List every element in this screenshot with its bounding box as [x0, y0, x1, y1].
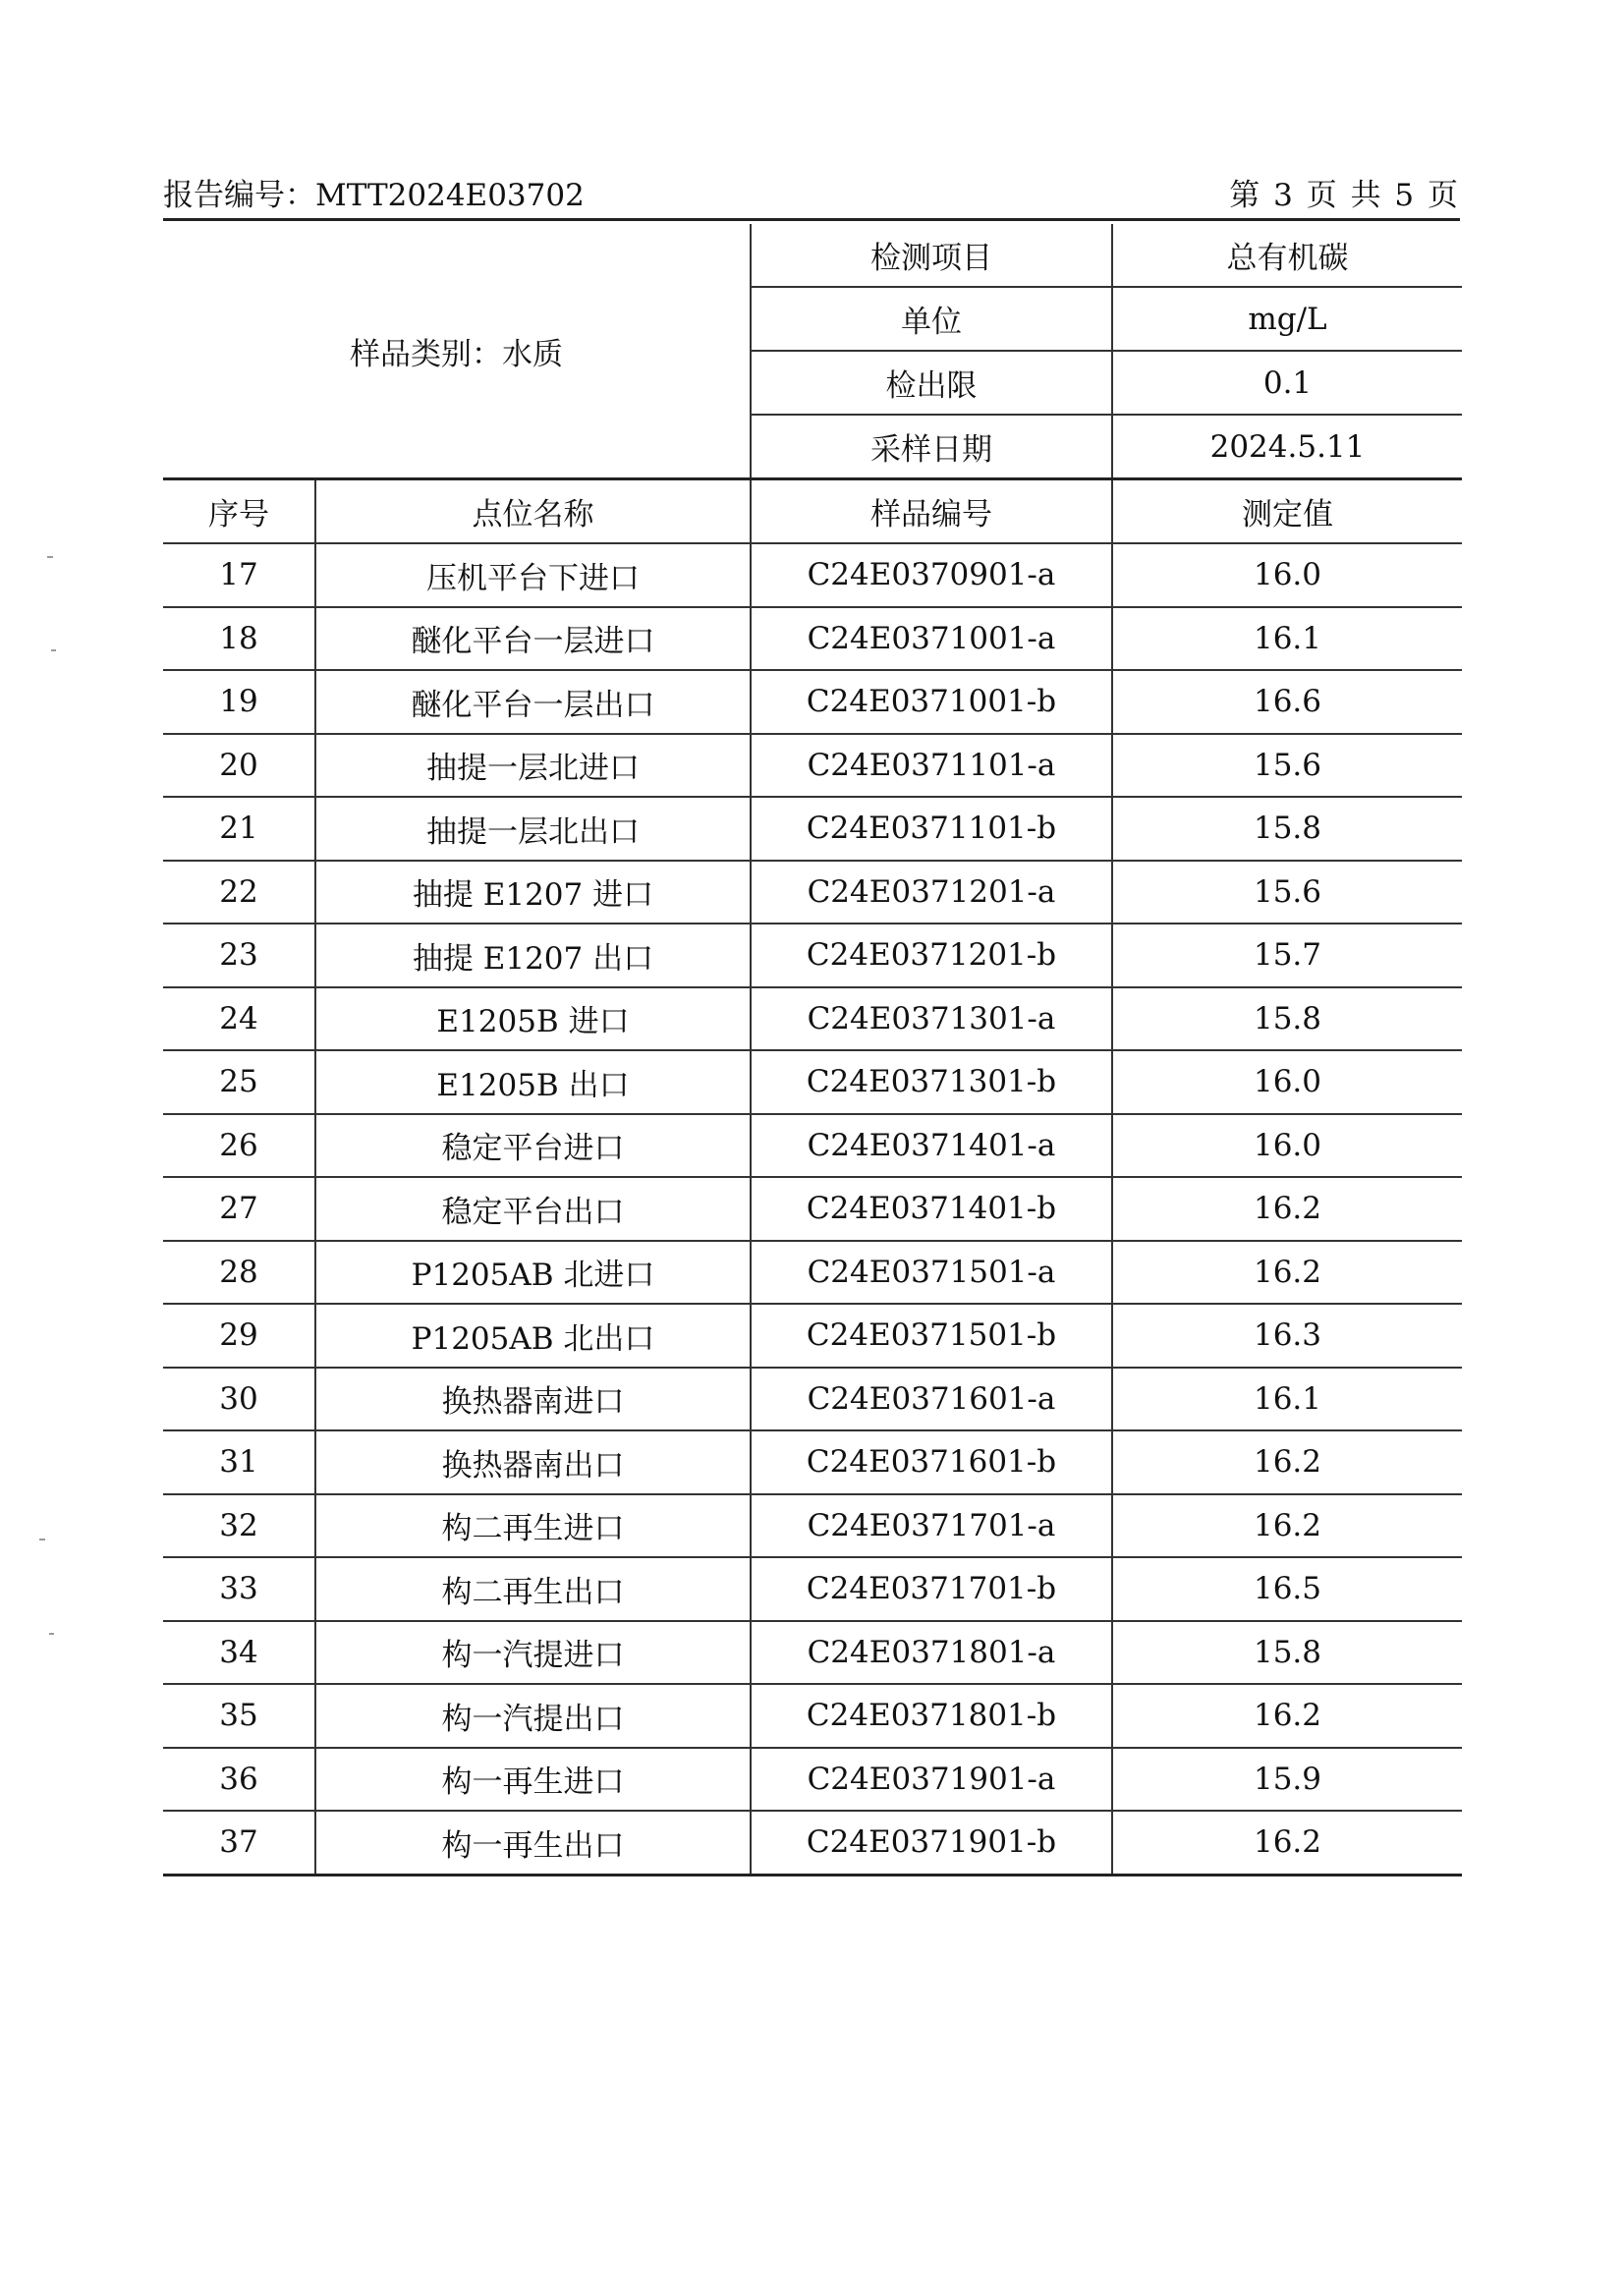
cell-value: 16.2	[1112, 1684, 1462, 1748]
cell-sample-id: C24E0371701-a	[751, 1494, 1112, 1558]
cell-value: 16.1	[1112, 607, 1462, 671]
cell-number: 28	[163, 1241, 315, 1305]
results-table	[163, 224, 1462, 1876]
table-row	[163, 987, 1462, 1051]
cell-value: 16.5	[1112, 1557, 1462, 1621]
cell-number: 18	[163, 607, 315, 671]
cell-value: 15.9	[1112, 1748, 1462, 1812]
column-header: 点位名称	[315, 479, 751, 544]
results-body	[163, 224, 1462, 1875]
page-header	[163, 177, 1460, 221]
cell-site: 构二再生出口	[315, 1557, 751, 1621]
meta-label: 检测项目	[751, 224, 1112, 287]
cell-number: 25	[163, 1050, 315, 1114]
cell-site: P1205AB 北出口	[315, 1304, 751, 1368]
cell-site: 抽提一层北进口	[315, 734, 751, 798]
cell-sample-id: C24E0371301-a	[751, 987, 1112, 1051]
cell-number: 24	[163, 987, 315, 1051]
meta-value: 2024.5.11	[1112, 415, 1462, 479]
cell-site: 换热器南进口	[315, 1368, 751, 1431]
cell-site: 换热器南出口	[315, 1430, 751, 1494]
column-header: 样品编号	[751, 479, 1112, 544]
cell-value: 15.8	[1112, 987, 1462, 1051]
cell-number: 32	[163, 1494, 315, 1558]
table-row	[163, 1557, 1462, 1621]
cell-site: 稳定平台出口	[315, 1177, 751, 1241]
cell-site: 构一汽提进口	[315, 1621, 751, 1685]
cell-site: 构二再生进口	[315, 1494, 751, 1558]
cell-sample-id: C24E0371601-b	[751, 1430, 1112, 1494]
scan-speck	[49, 1633, 54, 1635]
report-number: 报告编号：MTT2024E03702	[163, 178, 585, 213]
cell-sample-id: C24E0371901-a	[751, 1748, 1112, 1812]
cell-number: 20	[163, 734, 315, 798]
cell-site: 构一再生进口	[315, 1748, 751, 1812]
cell-sample-id: C24E0371501-b	[751, 1304, 1112, 1368]
table-row	[163, 1811, 1462, 1875]
table-row	[163, 670, 1462, 734]
scan-speck	[47, 556, 53, 558]
cell-number: 21	[163, 797, 315, 861]
table-row	[163, 1177, 1462, 1241]
cell-number: 31	[163, 1430, 315, 1494]
table-row	[163, 543, 1462, 607]
table-row	[163, 1241, 1462, 1305]
cell-site: 抽提 E1207 进口	[315, 861, 751, 924]
cell-value: 16.0	[1112, 1114, 1462, 1178]
cell-value: 15.8	[1112, 1621, 1462, 1685]
cell-value: 16.2	[1112, 1177, 1462, 1241]
cell-value: 15.7	[1112, 924, 1462, 987]
table-row	[163, 924, 1462, 987]
meta-value: mg/L	[1112, 287, 1462, 351]
cell-site: P1205AB 北进口	[315, 1241, 751, 1305]
cell-sample-id: C24E0371501-a	[751, 1241, 1112, 1305]
cell-value: 16.0	[1112, 543, 1462, 607]
cell-sample-id: C24E0371701-b	[751, 1557, 1112, 1621]
cell-sample-id: C24E0371101-a	[751, 734, 1112, 798]
cell-number: 37	[163, 1811, 315, 1875]
cell-site: 构一再生出口	[315, 1811, 751, 1875]
table-row	[163, 1430, 1462, 1494]
table-row	[163, 1621, 1462, 1685]
table-row	[163, 1368, 1462, 1431]
cell-number: 19	[163, 670, 315, 734]
cell-site: 稳定平台进口	[315, 1114, 751, 1178]
cell-value: 16.2	[1112, 1241, 1462, 1305]
cell-sample-id: C24E0371801-b	[751, 1684, 1112, 1748]
cell-value: 16.1	[1112, 1368, 1462, 1431]
table-row	[163, 1684, 1462, 1748]
cell-value: 16.6	[1112, 670, 1462, 734]
table-row	[163, 1748, 1462, 1812]
table-row	[163, 1050, 1462, 1114]
cell-number: 27	[163, 1177, 315, 1241]
cell-number: 17	[163, 543, 315, 607]
cell-number: 22	[163, 861, 315, 924]
cell-number: 36	[163, 1748, 315, 1812]
cell-sample-id: C24E0371201-a	[751, 861, 1112, 924]
meta-label: 单位	[751, 287, 1112, 351]
cell-sample-id: C24E0371401-b	[751, 1177, 1112, 1241]
cell-number: 23	[163, 924, 315, 987]
table-row	[163, 861, 1462, 924]
table-row	[163, 607, 1462, 671]
table-row	[163, 1114, 1462, 1178]
table-row	[163, 734, 1462, 798]
page-number: 第 3 页 共 5 页	[1229, 178, 1460, 213]
cell-value: 15.6	[1112, 861, 1462, 924]
column-header: 序号	[163, 479, 315, 544]
cell-number: 33	[163, 1557, 315, 1621]
cell-value: 15.6	[1112, 734, 1462, 798]
cell-sample-id: C24E0371201-b	[751, 924, 1112, 987]
cell-value: 16.3	[1112, 1304, 1462, 1368]
cell-sample-id: C24E0371101-b	[751, 797, 1112, 861]
cell-sample-id: C24E0371001-a	[751, 607, 1112, 671]
meta-row	[163, 224, 1462, 287]
cell-number: 35	[163, 1684, 315, 1748]
meta-label: 检出限	[751, 351, 1112, 415]
cell-sample-id: C24E0371601-a	[751, 1368, 1112, 1431]
cell-site: 醚化平台一层出口	[315, 670, 751, 734]
cell-value: 16.0	[1112, 1050, 1462, 1114]
scan-speck	[51, 649, 56, 651]
cell-site: E1205B 进口	[315, 987, 751, 1051]
table-row	[163, 797, 1462, 861]
cell-value: 16.2	[1112, 1494, 1462, 1558]
cell-sample-id: C24E0371401-a	[751, 1114, 1112, 1178]
cell-sample-id: C24E0371001-b	[751, 670, 1112, 734]
cell-number: 34	[163, 1621, 315, 1685]
cell-site: 醚化平台一层进口	[315, 607, 751, 671]
column-header: 测定值	[1112, 479, 1462, 544]
cell-sample-id: C24E0371801-a	[751, 1621, 1112, 1685]
cell-site: 抽提 E1207 出口	[315, 924, 751, 987]
table-row	[163, 1494, 1462, 1558]
column-header-row	[163, 479, 1462, 544]
cell-site: 构一汽提出口	[315, 1684, 751, 1748]
cell-sample-id: C24E0371301-b	[751, 1050, 1112, 1114]
meta-value: 总有机碳	[1112, 224, 1462, 287]
meta-value: 0.1	[1112, 351, 1462, 415]
cell-sample-id: C24E0371901-b	[751, 1811, 1112, 1875]
cell-site: 压机平台下进口	[315, 543, 751, 607]
cell-number: 29	[163, 1304, 315, 1368]
sample-category: 样品类别：水质	[163, 224, 751, 479]
scan-speck	[39, 1539, 45, 1540]
cell-number: 30	[163, 1368, 315, 1431]
cell-sample-id: C24E0370901-a	[751, 543, 1112, 607]
cell-site: 抽提一层北出口	[315, 797, 751, 861]
cell-value: 16.2	[1112, 1430, 1462, 1494]
cell-site: E1205B 出口	[315, 1050, 751, 1114]
meta-label: 采样日期	[751, 415, 1112, 479]
cell-number: 26	[163, 1114, 315, 1178]
cell-value: 15.8	[1112, 797, 1462, 861]
table-row	[163, 1304, 1462, 1368]
cell-value: 16.2	[1112, 1811, 1462, 1875]
